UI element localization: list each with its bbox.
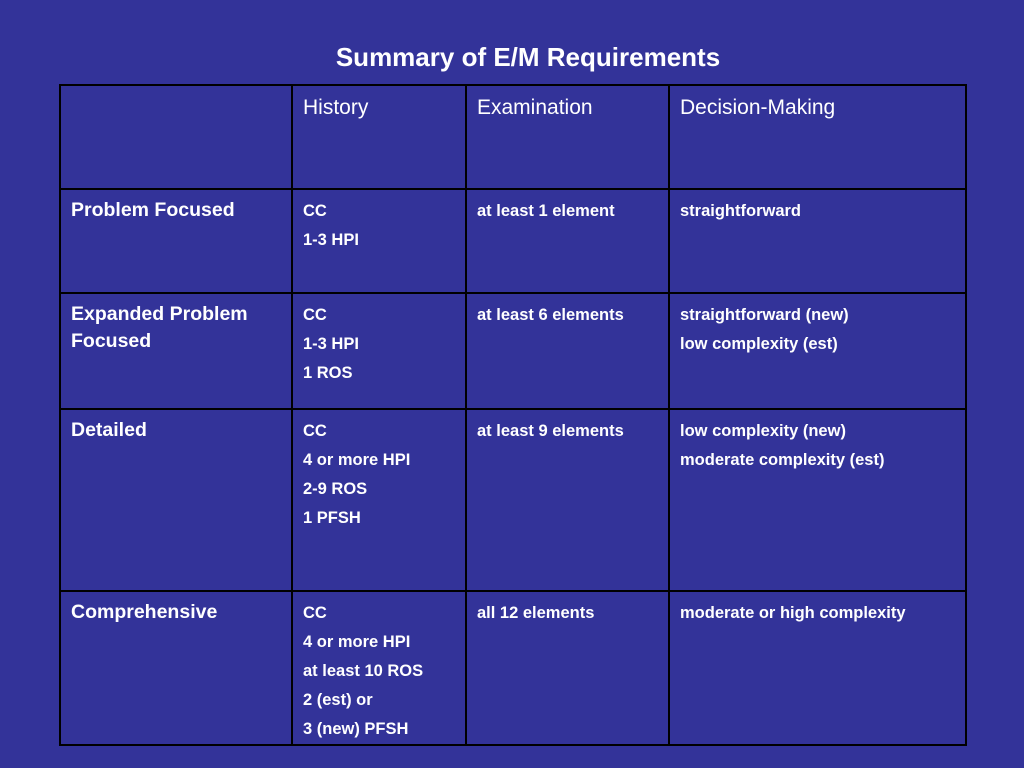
examination-cell [466, 189, 669, 293]
history-item: CC [303, 422, 327, 440]
history-cell [292, 591, 466, 745]
em-requirements-table [59, 84, 967, 746]
row-label-cell [60, 409, 292, 591]
examination-item: at least 9 elements [477, 422, 624, 440]
row-label [61, 190, 291, 224]
table-row [60, 189, 966, 293]
history-item: CC [303, 306, 327, 324]
history-item: CC [303, 604, 327, 622]
history-item: 2-9 ROS [303, 480, 368, 498]
history-item: 2 (est) or [303, 691, 373, 709]
table-header-row [60, 85, 966, 189]
decision-cell [669, 293, 966, 409]
history-item: CC [303, 202, 327, 220]
history-item: 1-3 HPI [303, 335, 359, 353]
history-item: 1 PFSH [303, 509, 361, 527]
decision-item: moderate or high complexity [680, 604, 906, 622]
table-row [60, 409, 966, 591]
examination-list [467, 592, 668, 628]
history-item: 4 or more HPI [303, 633, 411, 651]
examination-item: at least 1 element [477, 202, 615, 220]
table-row [60, 293, 966, 409]
decision-item: low complexity (est) [680, 335, 838, 353]
decision-list [670, 592, 965, 628]
header-cell-history [292, 85, 466, 189]
header-label-history: History [303, 96, 369, 119]
history-list [293, 410, 465, 533]
decision-list [670, 190, 965, 226]
examination-item: at least 6 elements [477, 306, 624, 324]
decision-cell [669, 189, 966, 293]
header-label-blank [61, 86, 291, 95]
decision-item: moderate complexity (est) [680, 451, 885, 469]
history-list [293, 190, 465, 255]
history-list [293, 294, 465, 388]
history-cell [292, 293, 466, 409]
row-label-cell [60, 293, 292, 409]
row-label [61, 410, 291, 444]
row-label [61, 294, 291, 355]
examination-cell [466, 591, 669, 745]
decision-list [670, 294, 965, 359]
header-cell-blank [60, 85, 292, 189]
row-label-cell [60, 591, 292, 745]
header-label-decision-making: Decision-Making [680, 96, 836, 119]
row-label-line: Expanded Problem [71, 303, 248, 325]
history-item: 1 ROS [303, 364, 353, 382]
history-item: 3 (new) PFSH [303, 720, 409, 738]
decision-item: straightforward (new) [680, 306, 849, 324]
page-title: Summary of E/M Requirements [335, 42, 721, 72]
decision-cell [669, 409, 966, 591]
history-cell [292, 409, 466, 591]
row-label-line: Comprehensive [71, 601, 218, 623]
header-cell-examination [466, 85, 669, 189]
examination-cell [466, 293, 669, 409]
decision-item: low complexity (new) [680, 422, 846, 440]
history-item: at least 10 ROS [303, 662, 424, 680]
examination-list [467, 410, 668, 446]
row-label-line: Focused [71, 330, 152, 352]
history-item: 4 or more HPI [303, 451, 411, 469]
history-item: 1-3 HPI [303, 231, 359, 249]
decision-item: straightforward [680, 202, 802, 220]
decision-list [670, 410, 965, 475]
history-list [293, 592, 465, 744]
header-cell-decision-making [669, 85, 966, 189]
row-label-line: Problem Focused [71, 199, 235, 221]
row-label-line: Detailed [71, 419, 147, 441]
row-label-cell [60, 189, 292, 293]
history-cell [292, 189, 466, 293]
examination-list [467, 294, 668, 330]
decision-cell [669, 591, 966, 745]
header-label-examination: Examination [477, 96, 593, 119]
examination-list [467, 190, 668, 226]
examination-cell [466, 409, 669, 591]
table-row [60, 591, 966, 745]
row-label [61, 592, 291, 626]
examination-item: all 12 elements [477, 604, 595, 622]
